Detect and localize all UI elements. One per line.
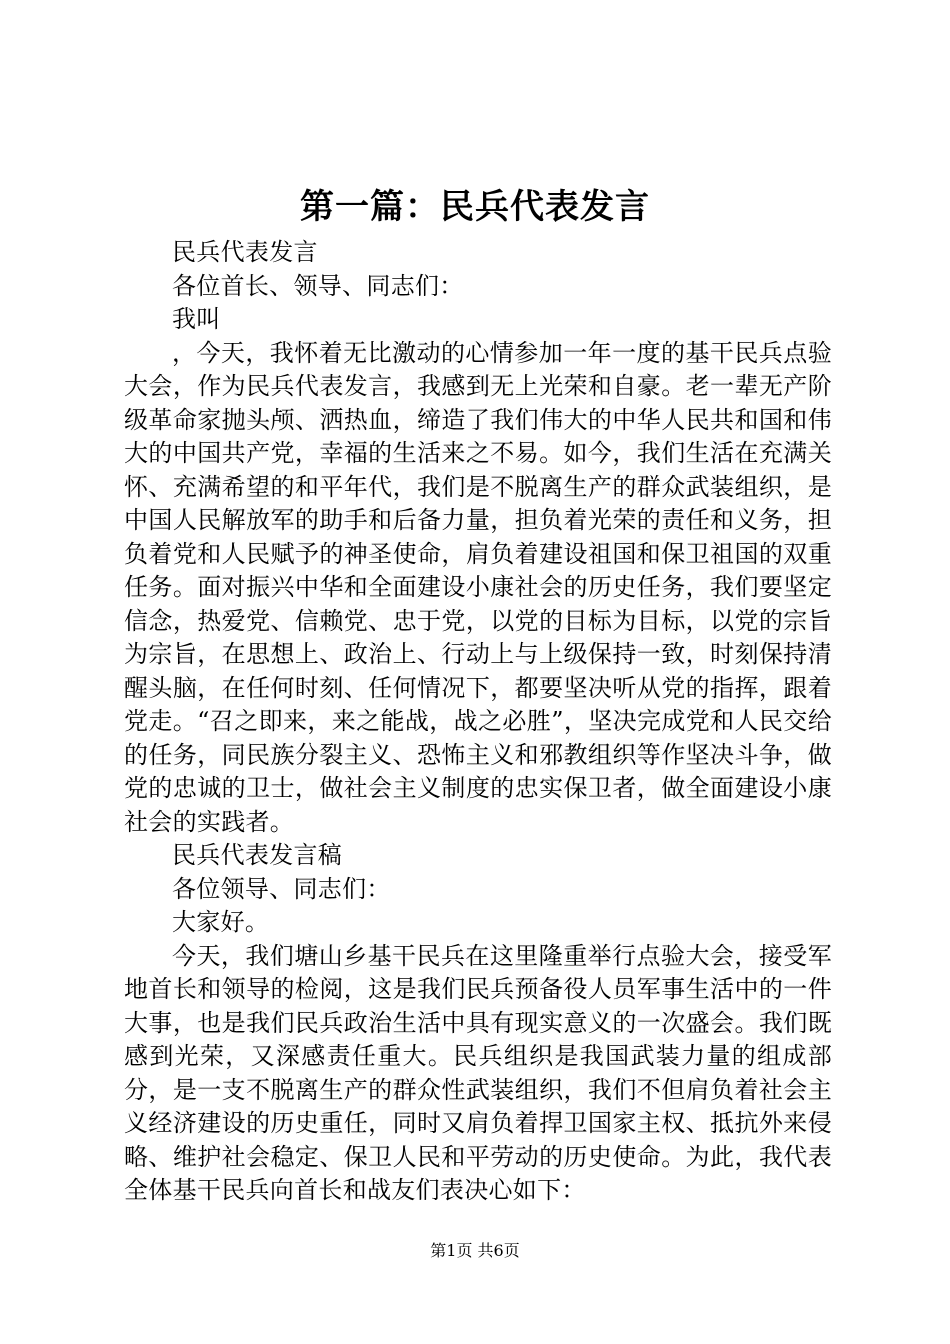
document-body (124, 236, 832, 1208)
paragraph-salutation-1: 各位首长、领导、同志们： (172, 271, 464, 300)
paragraph-speech-2: 今天，我们塘山乡基干民兵在这里隆重举行点验大会，接受军地首长和领导的检阅，这是我们民兵预备役人员军事生活中的一件大事，也是我们民兵政治生活中具有现实意义的一次盛会。我们既感到光荣，又深感责任重大。民兵组织是我国武装力量的组成部分，是一支不脱离生产的群众性武装组织，我们不但肩负着社会主义经济建设的历史重任，同时又肩负着捍卫国家主权、抵抗外来侵略、维护社会稳定、保卫人民和平劳动的历史使命。为此，我代表全体基干民兵向首长和战友们表决心如下： (124, 941, 832, 1204)
document-title: 第一篇：民兵代表发言 (300, 187, 650, 227)
paragraph-salutation-2: 各位领导、同志们： (172, 874, 391, 903)
paragraph-greeting: 大家好。 (172, 908, 270, 936)
paragraph-intro-name: 我叫 (172, 305, 221, 333)
paragraph-speech-1: ，今天，我怀着无比激动的心情参加一年一度的基干民兵点验大会，作为民兵代表发言，我感到无上光荣和自豪。老一辈无产阶级革命家抛头颅、洒热血，缔造了我们伟大的中华人民共和国和伟大的中国共产党，幸福的生活来之不易。如今，我们生活在充满关怀、充满希望的和平年代，我们是不脱离生产的群众武装组织，是中国人民解放军的助手和后备力量，担负着光荣的责任和义务，担负着党和人民赋予的神圣使命，肩负着建设祖国和保卫祖国的双重任务。面对振兴中华和全面建设小康社会的历史任务，我们要坚定信念，热爱党、信赖党、忠于党，以党的目标为目标，以党的宗旨为宗旨，在思想上、政治上、行动上与上级保持一致，时刻保持清醒头脑，在任何时刻、任何情况下，都要坚决听从党的指挥，跟着党走。“召之即来，来之能战，战之必胜”，坚决完成党和人民交给的任务，同民族分裂主义、恐怖主义和邪教组织等作坚决斗争，做党的忠诚的卫士，做社会主义制度的忠实保卫者，做全面建设小康社会的实践者。 (124, 338, 832, 836)
paragraph-heading-2: 民兵代表发言稿 (172, 841, 343, 869)
paragraph-heading-1: 民兵代表发言 (172, 238, 318, 266)
page-footer: 第1页 共6页 (430, 1241, 520, 1260)
